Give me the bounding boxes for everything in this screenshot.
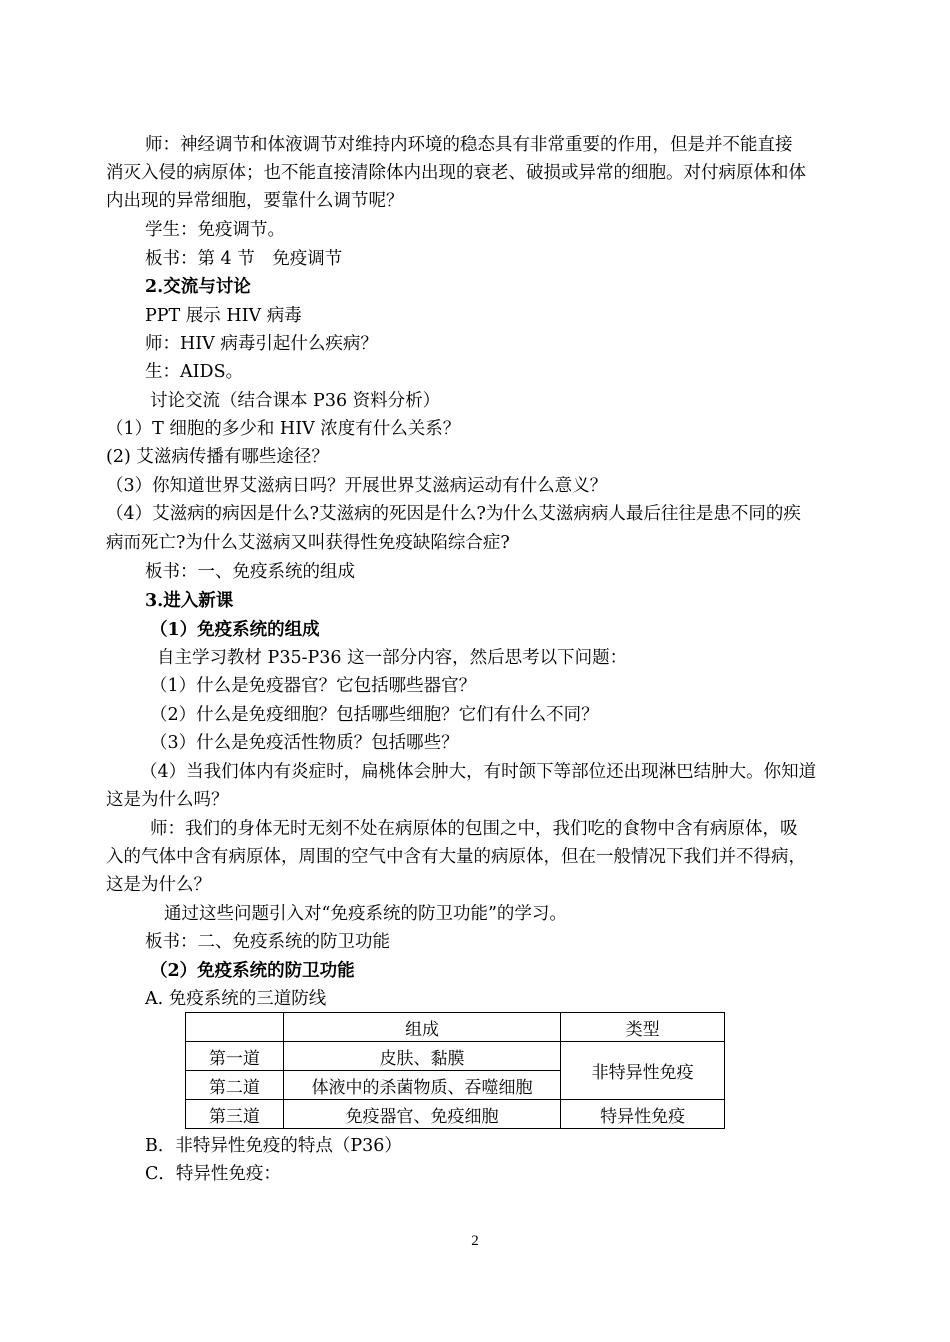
question-line: （3）什么是免疫活性物质？包括哪些？ (150, 733, 459, 753)
subsection-heading: （2）免疫系统的防卫功能 (150, 961, 355, 981)
question-line: （1）T 细胞的多少和 HIV 浓度有什么关系？ (106, 419, 461, 439)
table-cell: 体液中的杀菌物质、吞噬细胞 (283, 1071, 560, 1100)
question-line: （3）你知道世界艾滋病日吗？开展世界艾滋病运动有什么意义？ (106, 476, 608, 496)
question-line: 病而死亡?为什么艾滋病又叫获得性免疫缺陷综合症? (106, 533, 510, 553)
page-number: 2 (471, 1233, 479, 1249)
question-line: （1）什么是免疫器官？它包括哪些器官？ (150, 676, 477, 696)
table-cell: 第一道 (186, 1042, 284, 1071)
defense-lines-table (185, 1012, 725, 1129)
table-row (186, 1042, 725, 1071)
table-header-row (186, 1013, 725, 1042)
paragraph-line: 师：HIV 病毒引起什么疾病？ (145, 334, 378, 354)
paragraph-line: 消灭入侵的病原体；也不能直接清除体内出现的衰老、破损或异常的细胞。对付病原体和体 (106, 163, 806, 183)
table-header-cell: 类型 (561, 1013, 725, 1042)
board-note: 板书：一、免疫系统的组成 (145, 562, 355, 582)
paragraph-line: 这是为什么？ (106, 875, 211, 895)
table-cell: 第二道 (186, 1071, 284, 1100)
table-cell: 特异性免疫 (561, 1100, 725, 1129)
table-row (186, 1100, 725, 1129)
question-line: 这是为什么吗？ (106, 790, 229, 810)
paragraph-line: 通过这些问题引入对“免疫系统的防卫功能”的学习。 (164, 904, 567, 924)
question-line: （4）当我们体内有炎症时，扁桃体会肿大，有时颌下等部位还出现淋巴结肿大。你知道 (140, 762, 817, 782)
table-header-cell: 组成 (283, 1013, 560, 1042)
section-heading: 2.交流与讨论 (145, 277, 251, 297)
paragraph-line: B．非特异性免疫的特点（P36） (145, 1136, 402, 1156)
paragraph-line: 生：AIDS。 (145, 362, 244, 382)
paragraph-line: C．特异性免疫： (145, 1164, 281, 1184)
table-caption: A. 免疫系统的三道防线 (145, 989, 327, 1009)
board-note: 板书：二、免疫系统的防卫功能 (145, 932, 390, 952)
subsection-heading: （1）免疫系统的组成 (150, 620, 320, 640)
table-cell: 皮肤、黏膜 (283, 1042, 560, 1071)
paragraph-line: 师：我们的身体无时无刻不处在病原体的包围之中，我们吃的食物中含有病原体，吸 (150, 819, 798, 839)
table-cell-merged: 非特异性免疫 (561, 1042, 725, 1100)
paragraph-line: PPT 展示 HIV 病毒 (145, 306, 302, 326)
paragraph-line: 入的气体中含有病原体，周围的空气中含有大量的病原体，但在一般情况下我们并不得病， (106, 847, 806, 867)
table-cell: 第三道 (186, 1100, 284, 1129)
section-heading: 3.进入新课 (145, 591, 234, 611)
paragraph-line: 讨论交流（结合课本 P36 资料分析） (150, 391, 441, 411)
paragraph-line: 自主学习教材 P35-P36 这一部分内容，然后思考以下问题： (157, 648, 628, 668)
question-line: （2）什么是免疫细胞？包括哪些细胞？它们有什么不同？ (150, 705, 599, 725)
board-note: 板书：第 4 节 免疫调节 (145, 249, 343, 269)
paragraph-line: 师：神经调节和体液调节对维持内环境的稳态具有非常重要的作用，但是并不能直接 (145, 135, 793, 155)
question-line: （4）艾滋病的病因是什么?艾滋病的死因是什么?为什么艾滋病病人最后往往是患不同的疾 (106, 504, 801, 524)
paragraph-line: 学生：免疫调节。 (145, 220, 285, 240)
table-header-cell (186, 1013, 284, 1042)
paragraph-line: 内出现的异常细胞，要靠什么调节呢？ (106, 191, 404, 211)
table-cell: 免疫器官、免疫细胞 (283, 1100, 560, 1129)
question-line: (2) 艾滋病传播有哪些途径？ (106, 447, 329, 467)
